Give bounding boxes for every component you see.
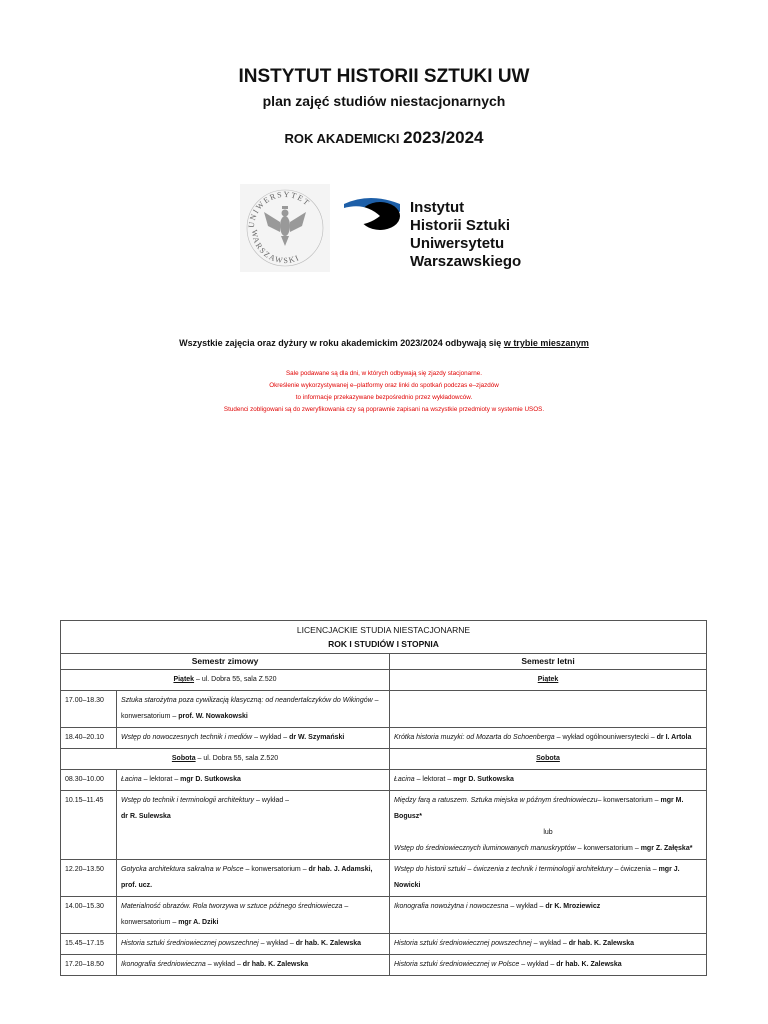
- teacher: dr hab. K. Zalewska: [242, 961, 309, 968]
- class-title: Ikonografia nowożytna i nowoczesna: [394, 903, 509, 910]
- class-title: Materialność obrazów. Rola tworzywa w sztuce późnego średniowiecza: [121, 903, 343, 910]
- table-row: [61, 691, 707, 728]
- red-note: Studenci zobligowani są do zweryfikowania czy są poprawnie zapisani na wszystkie przedmioty w systemie USOS.: [223, 406, 545, 413]
- teacher: mgr A. Dziki: [178, 919, 219, 926]
- saturday-winter-day: Sobota: [171, 755, 196, 762]
- academic-year: [0, 128, 768, 148]
- teacher: prof. W. Nowakowski: [178, 713, 248, 720]
- winter-class-cell: [117, 934, 390, 955]
- time-cell: 15.45–17.15: [61, 934, 117, 955]
- logos-graphic: [240, 182, 530, 274]
- class-title: Wstęp do średniowiecznych iluminowanych manuskryptów: [394, 845, 576, 852]
- class-type: – konwersatorium –: [121, 697, 379, 720]
- notice-text: Wszystkie zajęcia oraz dyżury w roku akademickim 2023/2024 odbywają się: [179, 338, 504, 348]
- friday-summer-cell: [390, 670, 707, 691]
- class-type: – wykład ogólnouniwersytecki –: [554, 734, 657, 741]
- header-line2: ROK I STUDIÓW I STOPNIA: [328, 639, 439, 649]
- teacher: dr hab. K. Zalewska: [295, 940, 362, 947]
- table-row: [61, 728, 707, 749]
- class-type: – wykład –: [205, 961, 243, 968]
- seal-text-bottom: WARSZAWSKI: [249, 229, 302, 266]
- winter-class-cell: [117, 897, 390, 934]
- seal-text-top: UNIWERSYTET: [246, 189, 312, 229]
- page-subtitle: plan zajęć studiów niestacjonarnych: [262, 93, 506, 109]
- saturday-summer-day: Sobota: [536, 755, 560, 762]
- teacher: mgr M. Bogusz*: [394, 797, 684, 820]
- class-type: – konwersatorium –: [121, 903, 349, 926]
- teacher: mgr Z. Załęska*: [640, 845, 693, 852]
- teacher: dr R. Sulewska: [121, 813, 171, 820]
- red-notes: [0, 368, 768, 416]
- friday-winter-cell: [61, 670, 390, 691]
- summer-class-cell: [390, 728, 707, 749]
- table-row: [61, 770, 707, 791]
- time-cell: 17.00–18.30: [61, 691, 117, 728]
- class-type: – wykład –: [531, 940, 569, 947]
- class-type: – wykład –: [254, 797, 290, 804]
- ihs-line1: Instytut: [410, 199, 465, 216]
- class-type: – wykład –: [252, 734, 290, 741]
- logos: [240, 182, 530, 274]
- red-note: Określenie wykorzystywanej e–platformy oraz linki do spotkań podczas e–zjazdów: [269, 382, 499, 389]
- day-row-saturday: [61, 749, 707, 770]
- class-title: Historia sztuki średniowiecznej w Polsce: [394, 961, 520, 968]
- red-note: Sale podawane są dla dni, w których odbywają się zjazdy stacjonarne.: [285, 370, 482, 377]
- class-title: Wstęp do historii sztuki – ćwiczenia z technik i terminologii architektury: [394, 866, 613, 873]
- table-row: [61, 791, 707, 860]
- time-cell: 17.20–18.50: [61, 955, 117, 976]
- class-type: – lektorat –: [141, 776, 181, 783]
- summer-class-cell: [390, 955, 707, 976]
- page-title: INSTYTUT HISTORII SZTUKI UW: [238, 66, 530, 87]
- friday-winter-day: Piątek: [173, 676, 195, 683]
- summer-class-cell: [390, 791, 707, 860]
- class-type: – lektorat –: [414, 776, 454, 783]
- winter-semester-label: Semestr zimowy: [61, 654, 390, 670]
- summer-semester-label: Semestr letni: [390, 654, 707, 670]
- notice-underlined: w trybie mieszanym: [503, 338, 589, 348]
- table-header: [61, 621, 707, 654]
- friday-winter-place: – ul. Dobra 55, sala Z.520: [194, 676, 277, 683]
- ihs-line3: Uniwersytetu: [410, 235, 505, 252]
- uw-seal-logo: [240, 184, 330, 272]
- friday-summer-day: Piątek: [537, 676, 559, 683]
- winter-class-cell: [117, 955, 390, 976]
- class-type: – wykład –: [258, 940, 296, 947]
- summer-class-cell: [390, 860, 707, 897]
- winter-class-cell: [117, 770, 390, 791]
- time-cell: 12.20–13.50: [61, 860, 117, 897]
- table-header-cell: [61, 621, 707, 654]
- class-title: Historia sztuki średniowiecznej powszechnej: [121, 940, 259, 947]
- class-type: – konwersatorium –: [597, 797, 661, 804]
- ihs-line2: Historii Sztuki: [410, 217, 511, 234]
- header-line1: LICENCJACKIE STUDIA NIESTACJONARNE: [296, 625, 471, 635]
- teacher: dr I. Artola: [656, 734, 692, 741]
- class-title: Łacina: [394, 776, 415, 783]
- mode-notice: [0, 338, 768, 348]
- table-row: [61, 897, 707, 934]
- class-type: – konwersatorium –: [575, 845, 641, 852]
- or-label: lub: [543, 829, 553, 836]
- class-type: – ćwiczenia –: [612, 866, 659, 873]
- class-title: Ikonografia średniowieczna: [121, 961, 206, 968]
- teacher: dr hab. J. Adamski, prof. ucz.: [121, 866, 373, 889]
- class-title: Historia sztuki średniowiecznej powszechnej: [394, 940, 532, 947]
- teacher: dr W. Szymański: [289, 734, 345, 741]
- time-cell: 18.40–20.10: [61, 728, 117, 749]
- ihs-logo: [344, 198, 521, 270]
- table-row: [61, 934, 707, 955]
- saturday-winter-cell: [61, 749, 390, 770]
- ihs-line4: Warszawskiego: [410, 253, 522, 270]
- class-title: Krótka historia muzyki: od Mozarta do Schoenberga: [394, 734, 555, 741]
- class-title: Sztuka starożytna poza cywilizacją klasyczną: od neandertalczyków do Wikingów: [121, 697, 373, 704]
- time-cell: 14.00–15.30: [61, 897, 117, 934]
- winter-class-cell: [117, 791, 390, 860]
- time-cell: 10.15–11.45: [61, 791, 117, 860]
- class-title: Między farą a ratuszem. Sztuka miejska w późnym średniowieczu: [394, 797, 598, 804]
- class-title: Wstęp do technik i terminologii architektury: [121, 797, 255, 804]
- summer-class-cell: [390, 934, 707, 955]
- class-type: – wykład –: [519, 961, 557, 968]
- class-type: – wykład –: [508, 903, 546, 910]
- summer-class-cell: [390, 770, 707, 791]
- teacher: dr hab. K. Zalewska: [568, 940, 635, 947]
- summer-class-cell: [390, 897, 707, 934]
- saturday-summer-cell: [390, 749, 707, 770]
- teacher: mgr D. Sutkowska: [453, 776, 514, 783]
- teacher: dr hab. K. Zalewska: [556, 961, 622, 968]
- class-title: Wstęp do nowoczesnych technik i mediów: [121, 734, 253, 741]
- teacher: mgr J. Nowicki: [394, 866, 680, 889]
- schedule-table: [60, 620, 707, 976]
- winter-class-cell: [117, 728, 390, 749]
- class-title: Gotycka architektura sakralna w Polsce: [121, 866, 244, 873]
- teacher: mgr D. Sutkowska: [180, 776, 241, 783]
- saturday-winter-place: – ul. Dobra 55, sala Z.520: [195, 755, 279, 762]
- winter-class-cell: [117, 691, 390, 728]
- table-row: [61, 955, 707, 976]
- teacher: dr K. Mroziewicz: [545, 903, 601, 910]
- year-label: ROK AKADEMICKI: [284, 131, 400, 146]
- winter-class-cell: [117, 860, 390, 897]
- year-value: 2023/2024: [403, 128, 484, 147]
- summer-class-cell: [390, 691, 707, 728]
- day-row-friday: [61, 670, 707, 691]
- time-cell: 08.30–10.00: [61, 770, 117, 791]
- class-title: Łacina: [121, 776, 142, 783]
- red-note: to informacje przekazywane bezpośrednio przez wykładowców.: [295, 394, 473, 401]
- table-row: [61, 860, 707, 897]
- semester-row: [61, 654, 707, 670]
- class-type: – konwersatorium –: [243, 866, 309, 873]
